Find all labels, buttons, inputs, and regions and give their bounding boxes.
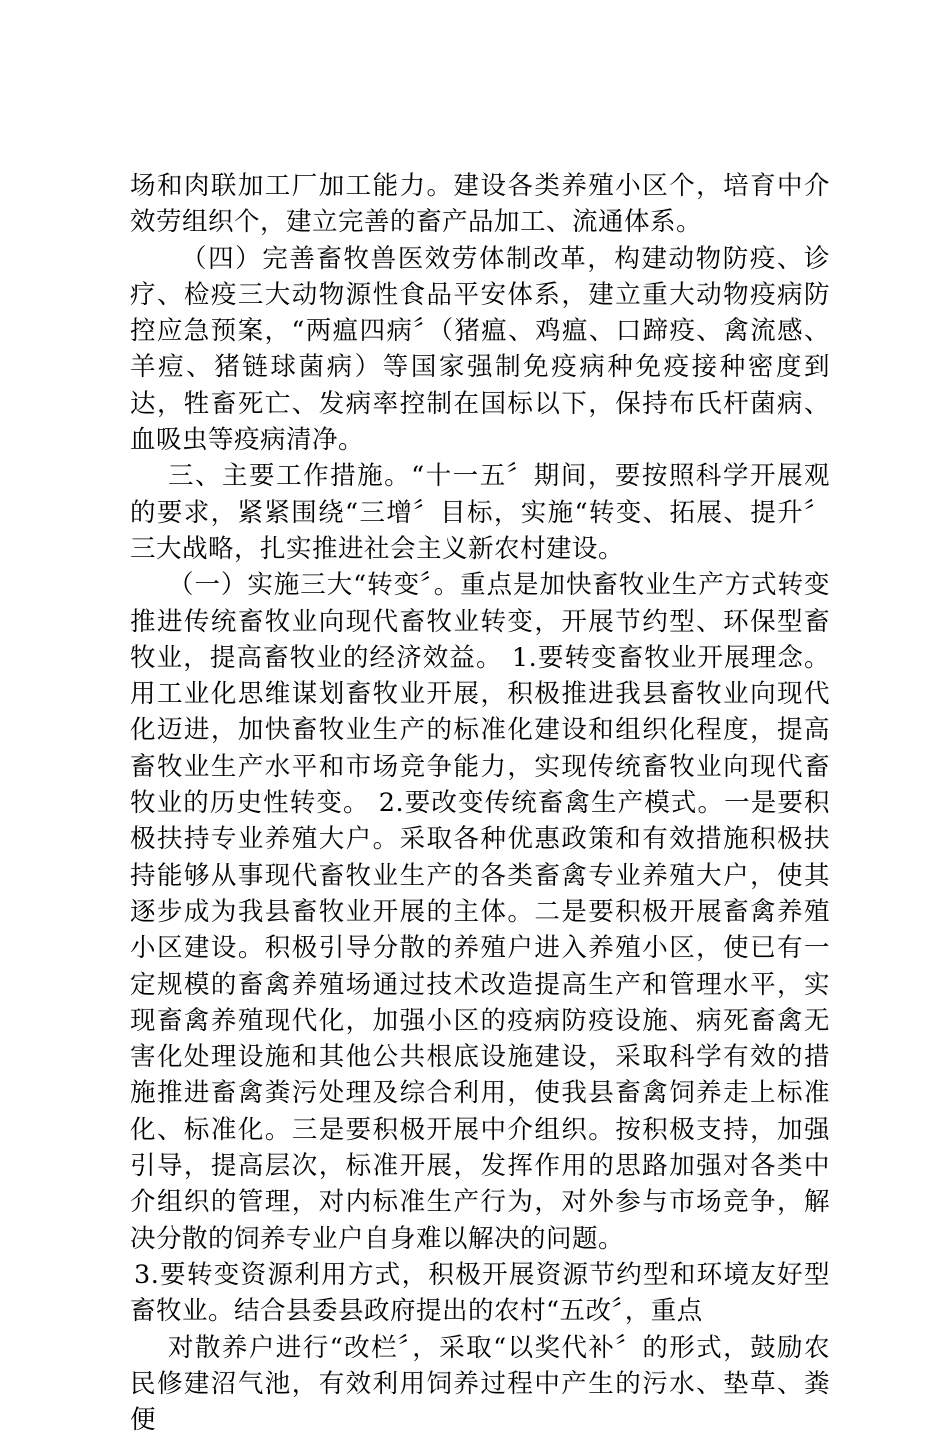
document-body xyxy=(130,168,830,1438)
paragraph-resource-utilization: 3.要转变资源利用方式，积极开展资源节约型和环境友好型畜牧业。结合县委县政府提出的农村“五改〞，重点 xyxy=(130,1257,830,1330)
paragraph-processing-capacity: 场和肉联加工厂加工能力。建设各类养殖小区个，培育中介效劳组织个，建立完善的畜产品加工、流通体系。 xyxy=(130,168,830,241)
paragraph-veterinary-reform: （四）完善畜牧兽医效劳体制改革，构建动物防疫、诊疗、检疫三大动物源性食品平安体系，建立重大动物疫病防控应急预案，“两瘟四病〞（猪瘟、鸡瘟、口蹄疫、禽流感、羊痘、猪链球菌病）等国家强制免疫病种免疫接种密度到达，牲畜死亡、发病率控制在国标以下，保持布氏杆菌病、血吸虫等疫病清净。 xyxy=(130,241,830,459)
paragraph-three-transformations: （一）实施三大“转变〞。重点是加快畜牧业生产方式转变推进传统畜牧业向现代畜牧业转变，开展节约型、环保型畜牧业，提高畜牧业的经济效益。 1.要转变畜牧业开展理念。用工业化思维谋划畜牧业开展，积极推进我县畜牧业向现代化迈进，加快畜牧业生产的标准化建设和组织化程度，提高畜牧业生产水平和市场竞争能力，实现传统畜牧业向现代畜牧业的历史性转变。 2.要改变传统畜禽生产模式。一是要积极扶持专业养殖大户。采取各种优惠政策和有效措施积极扶持能够从事现代畜牧业生产的各类畜禽专业养殖大户，使其逐步成为我县畜牧业开展的主体。二是要积极开展畜禽养殖小区建设。积极引导分散的养殖户进入养殖小区，使已有一定规模的畜禽养殖场通过技术改造提高生产和管理水平，实现畜禽养殖现代化，加强小区的疫病防疫设施、病死畜禽无害化处理设施和其他公共根底设施建设，采取科学有效的措施推进畜禽粪污处理及综合利用，使我县畜禽饲养走上标准化、标准化。三是要积极开展中介组织。按积极支持，加强引导，提高层次，标准开展，发挥作用的思路加强对各类中介组织的管理，对内标准生产行为，对外参与市场竞争，解决分散的饲养专业户自身难以解决的问题。 xyxy=(130,567,830,1257)
paragraph-main-measures: 三、主要工作措施。“十一五〞期间，要按照科学开展观的要求，紧紧围绕“三增〞目标，实施“转变、拓展、提升〞三大战略，扎实推进社会主义新农村建设。 xyxy=(130,458,830,567)
paragraph-household-renovation: 对散养户进行“改栏〞，采取“以奖代补〞的形式，鼓励农民修建沼气池，有效利用饲养过程中产生的污水、垫草、粪便 xyxy=(130,1330,830,1438)
